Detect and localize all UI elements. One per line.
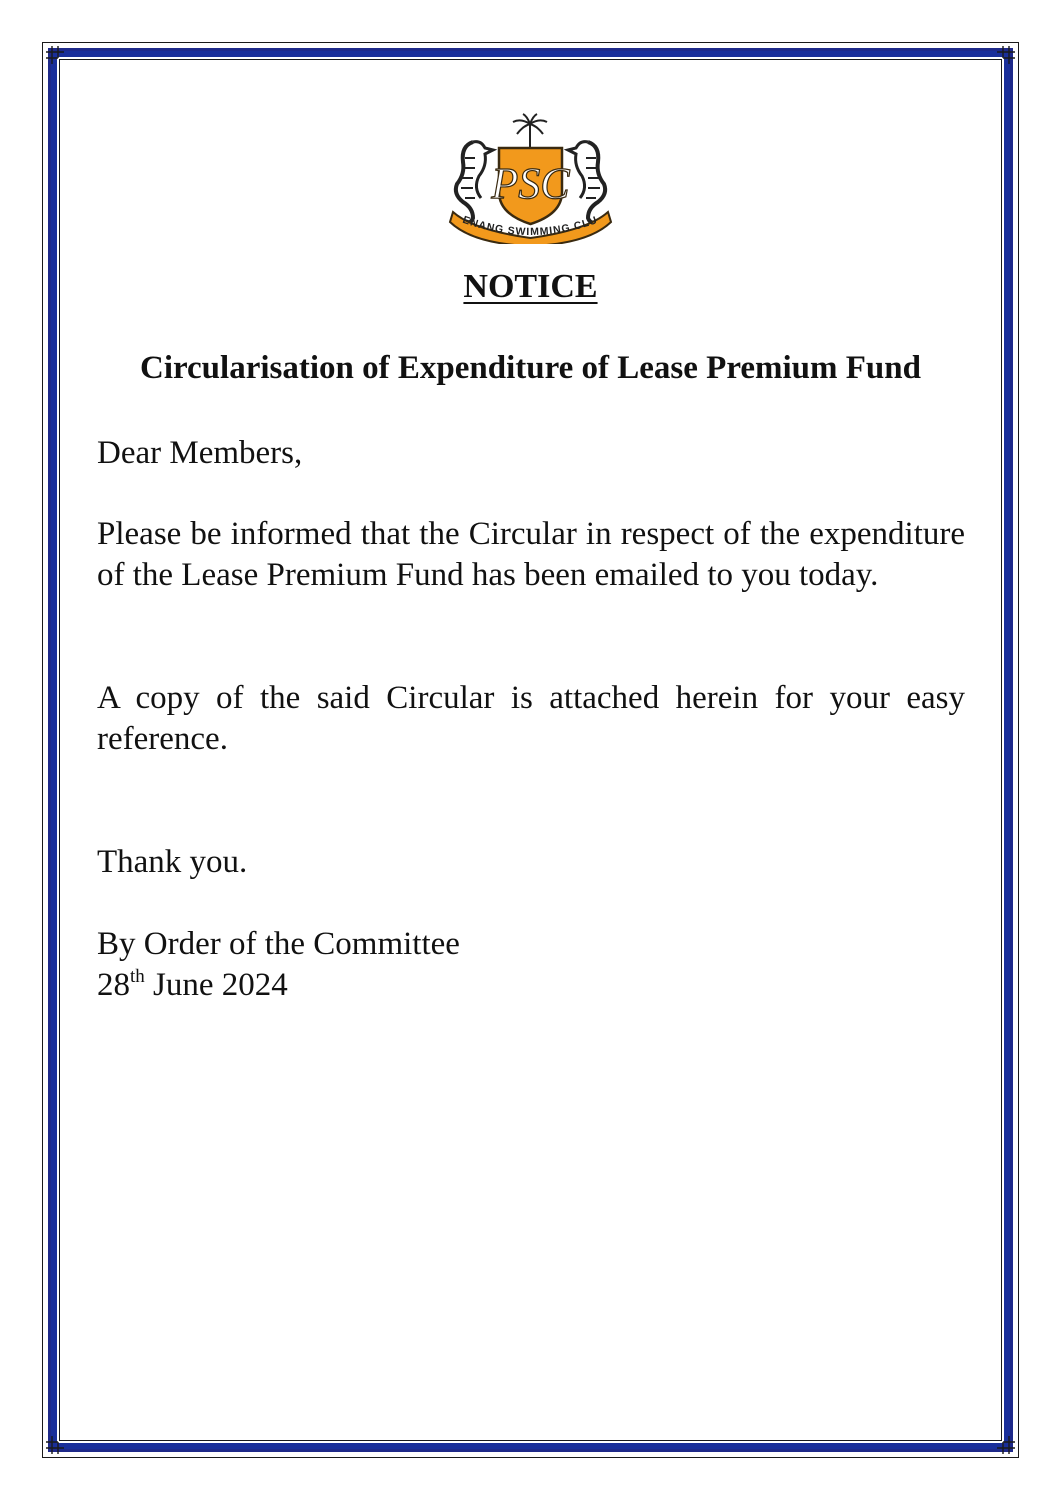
notice-title: NOTICE: [463, 268, 598, 305]
seahorse-right-icon: [568, 142, 605, 223]
corner-ornament-top-right: [995, 44, 1017, 66]
notice-subject: Circularisation of Expenditure of Lease Premium Fund: [139, 350, 921, 386]
notice-date: [97, 965, 965, 1006]
date-month-year: June 2024: [144, 967, 288, 1003]
signoff-line: By Order of the Committee: [97, 926, 460, 962]
corner-ornament-bottom-left: [44, 1434, 66, 1456]
monogram-text: PSC: [491, 159, 570, 208]
club-logo: [443, 112, 618, 244]
salutation: Dear Members,: [97, 435, 303, 471]
corner-ornament-top-left: [44, 44, 66, 66]
paragraph-email-notice: Please be informed that the Circular in respect of the expenditure of the Lease Premium Fund has been emailed to you today.: [97, 516, 965, 593]
seahorse-left-icon: [456, 142, 493, 223]
corner-ornament-bottom-right: [995, 1434, 1017, 1456]
banner-text: ENANG SWIMMING CLU: [461, 213, 600, 239]
paragraph-attachment: A copy of the said Circular is attached herein for your easy reference.: [97, 680, 965, 757]
palm-tree-icon: [513, 114, 547, 148]
date-suffix: th: [130, 966, 145, 987]
closing-line: Thank you.: [97, 844, 248, 880]
date-day: 28: [97, 967, 130, 1003]
